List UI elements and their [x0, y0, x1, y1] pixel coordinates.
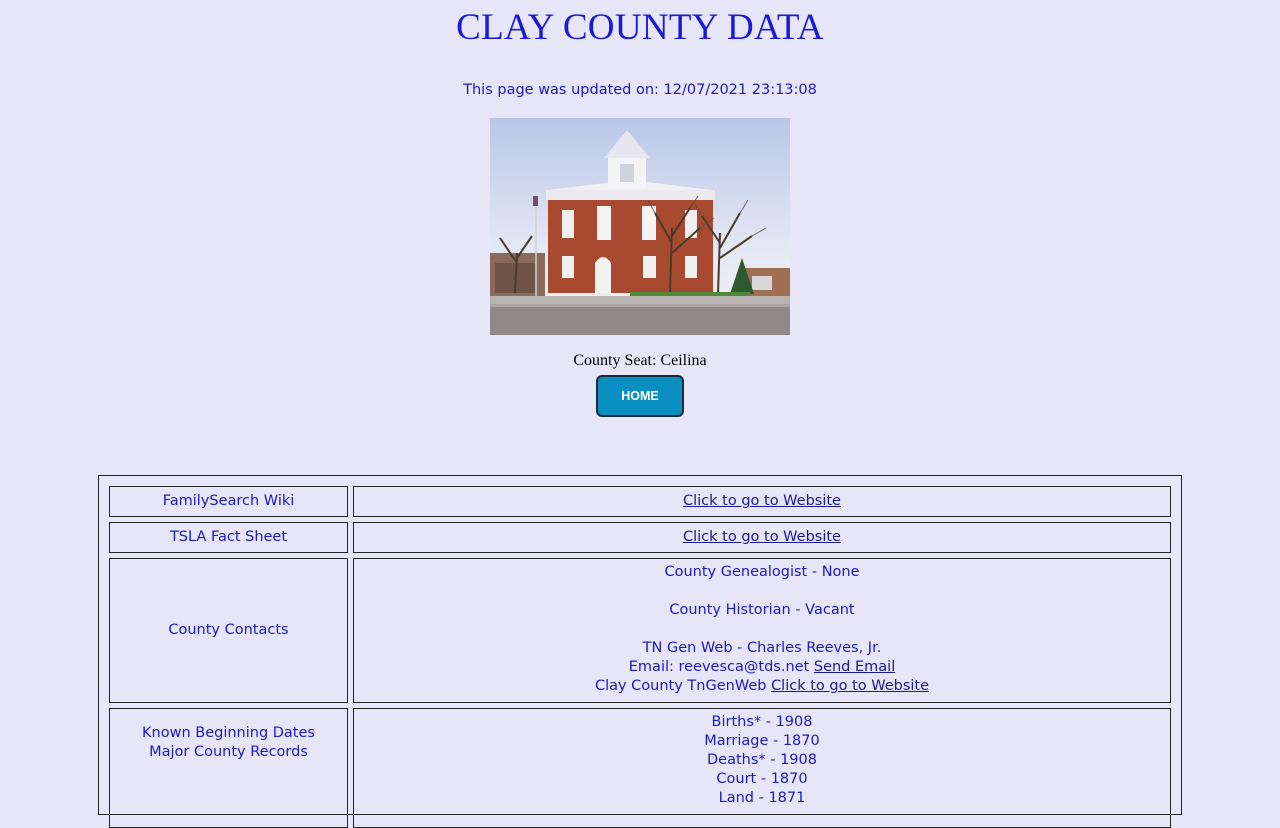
row-label-familysearch: [109, 486, 348, 517]
row-label-records: [109, 708, 348, 828]
row-value-contacts: [353, 558, 1171, 703]
tngenweb-site-line: [595, 677, 929, 696]
row-label-contacts: [109, 558, 348, 703]
row-value-familysearch: [353, 486, 1171, 517]
records-label-line1: Known Beginning Dates: [142, 725, 315, 741]
page-title: CLAY COUNTY DATA: [456, 7, 824, 48]
row-label-text: TSLA Fact Sheet: [169, 529, 288, 545]
records-label-line2: Major County Records: [149, 744, 308, 760]
county-seat: County Seat: Ceilina: [573, 352, 707, 369]
email-address: Email: reevesca@tds.net: [628, 659, 810, 675]
courthouse-photo: [490, 118, 790, 335]
email-line: [629, 658, 895, 677]
record-births: Births* - 1908: [711, 714, 813, 730]
county-genealogist: County Genealogist - None: [664, 564, 860, 580]
record-marriage: Marriage - 1870: [704, 733, 820, 749]
tsla-website-link[interactable]: Click to go to Website: [683, 529, 841, 545]
row-value-tsla: [353, 522, 1171, 553]
record-land: Land - 1871: [718, 790, 806, 806]
record-court: Court - 1870: [716, 771, 808, 787]
home-button[interactable]: HOME: [596, 375, 684, 417]
record-deaths: Deaths* - 1908: [706, 752, 817, 768]
row-label-tsla: [109, 522, 348, 553]
row-label-text: County Contacts: [168, 622, 289, 638]
tngenweb-site-label: Clay County TnGenWeb: [594, 678, 767, 694]
row-label-text: FamilySearch Wiki: [162, 493, 295, 509]
familysearch-website-link[interactable]: Click to go to Website: [683, 493, 841, 509]
row-value-records: [353, 708, 1171, 828]
county-historian: County Historian - Vacant: [669, 602, 855, 618]
updated-timestamp: This page was updated on: 12/07/2021 23:13:08: [463, 82, 817, 98]
tngenweb-coordinator: TN Gen Web - Charles Reeves, Jr.: [642, 640, 882, 656]
tngenweb-website-link[interactable]: Click to go to Website: [771, 678, 930, 694]
send-email-link[interactable]: Send Email: [813, 659, 896, 675]
